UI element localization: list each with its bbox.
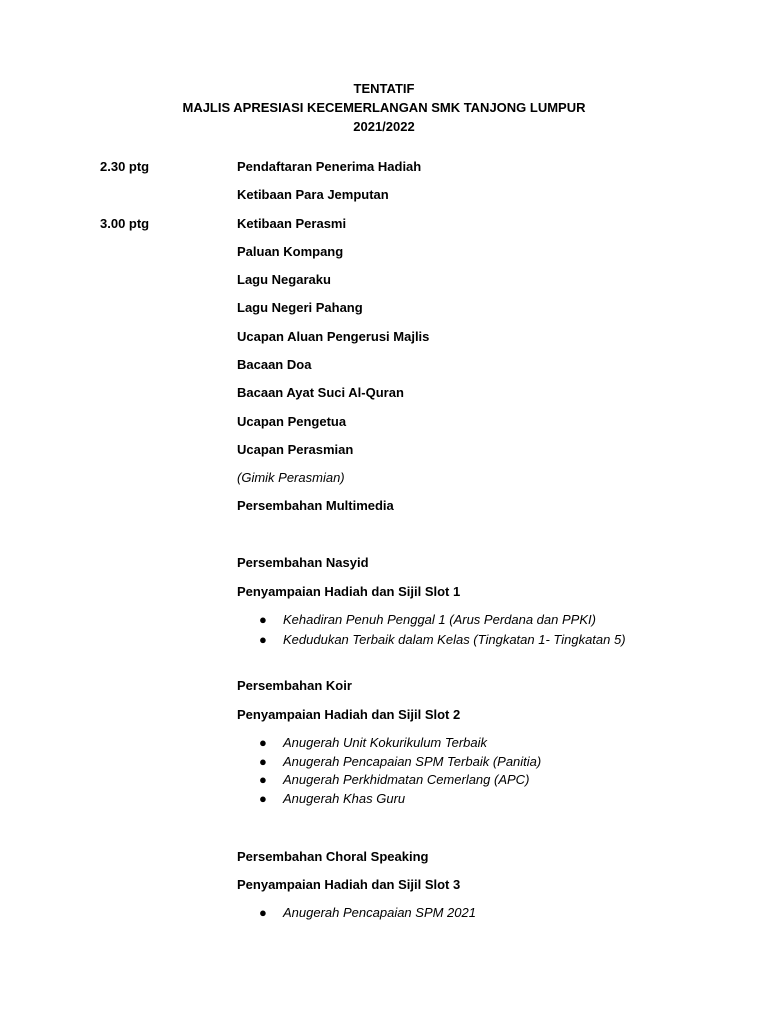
agenda-item: Persembahan Nasyid — [237, 555, 369, 570]
bullet-text: Anugerah Khas Guru — [283, 791, 406, 806]
agenda-item: Persembahan Multimedia — [237, 498, 394, 513]
agenda-item: Ucapan Perasmian — [237, 442, 354, 457]
bullet-text: Anugerah Unit Kokurikulum Terbaik — [283, 735, 488, 750]
time-label: 2.30 ptg — [100, 159, 150, 174]
agenda-item: Ketibaan Perasmi — [237, 216, 347, 231]
agenda-item-note: (Gimik Perasmian) — [237, 470, 345, 485]
bullet-text: Kehadiran Penuh Penggal 1 (Arus Perdana dan PPKI) — [283, 612, 596, 627]
time-label: 3.00 ptg — [100, 216, 150, 231]
agenda-item: Bacaan Ayat Suci Al-Quran — [237, 385, 404, 400]
bullet-text: Kedudukan Terbaik dalam Kelas (Tingkatan 1- Tingkatan 5) — [283, 632, 626, 647]
agenda-item: Persembahan Koir — [237, 678, 352, 693]
agenda-item: Ucapan Aluan Pengerusi Majlis — [237, 329, 430, 344]
agenda-item: Ketibaan Para Jemputan — [237, 187, 389, 202]
agenda-item: Penyampaian Hadiah dan Sijil Slot 1 — [237, 584, 461, 599]
bullet-text: Anugerah Pencapaian SPM Terbaik (Panitia) — [283, 754, 542, 769]
bullet-dot-icon: ● — [259, 612, 267, 627]
agenda-item: Penyampaian Hadiah dan Sijil Slot 3 — [237, 877, 461, 892]
bullet-dot-icon: ● — [259, 905, 267, 920]
title-line-2: MAJLIS APRESIASI KECEMERLANGAN SMK TANJONG LUMPUR — [182, 100, 586, 115]
bullet-text: Anugerah Pencapaian SPM 2021 — [283, 905, 476, 920]
bullet-dot-icon: ● — [259, 754, 267, 769]
bullet-dot-icon: ● — [259, 632, 267, 647]
agenda-item: Paluan Kompang — [237, 244, 344, 259]
agenda-item: Ucapan Pengetua — [237, 414, 347, 429]
bullet-dot-icon: ● — [259, 772, 267, 787]
agenda-item: Lagu Negaraku — [237, 272, 331, 287]
title-line-3: 2021/2022 — [353, 119, 415, 134]
agenda-item: Pendaftaran Penerima Hadiah — [237, 159, 422, 174]
bullet-dot-icon: ● — [259, 791, 267, 806]
agenda-item: Lagu Negeri Pahang — [237, 300, 363, 315]
agenda-item: Penyampaian Hadiah dan Sijil Slot 2 — [237, 707, 461, 722]
agenda-item: Persembahan Choral Speaking — [237, 849, 429, 864]
bullet-dot-icon: ● — [259, 735, 267, 750]
bullet-text: Anugerah Perkhidmatan Cemerlang (APC) — [283, 772, 530, 787]
agenda-item: Bacaan Doa — [237, 357, 312, 372]
title-line-1: TENTATIF — [353, 81, 415, 96]
document-title — [0, 79, 768, 136]
